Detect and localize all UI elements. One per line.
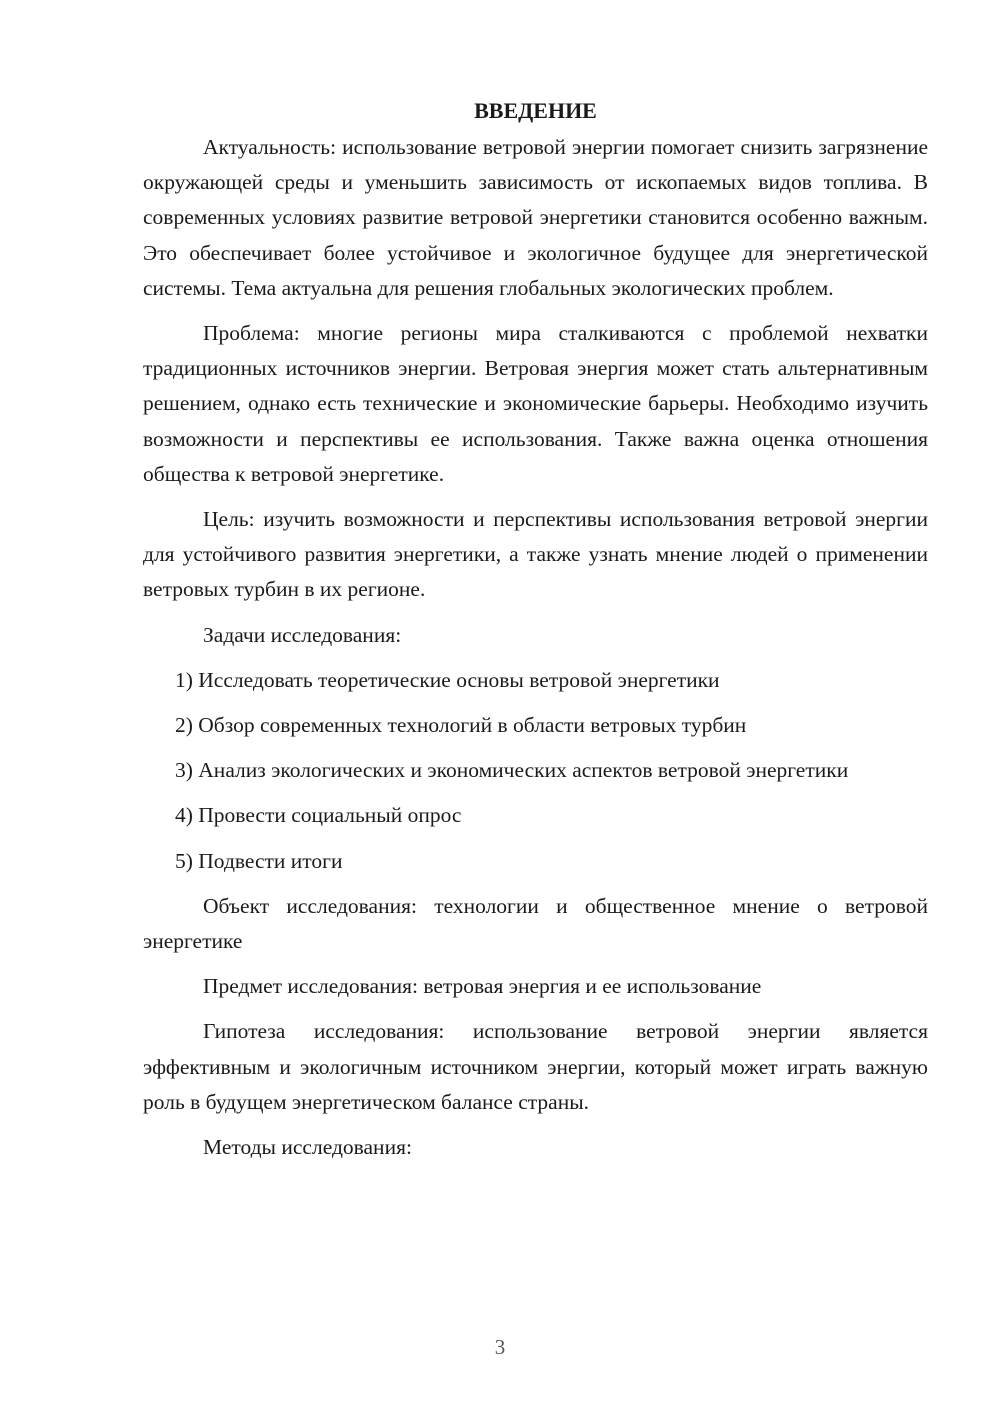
section-title: ВВЕДЕНИЕ: [474, 98, 597, 123]
subject-paragraph: Предмет исследования: ветровая энергия и ее использование: [203, 974, 762, 999]
task-item: 5) Подвести итоги: [175, 848, 343, 873]
hypothesis-paragraph: Гипотеза исследования: использование ветровой энергии является эффективным и экологичным источником энергии, который может играть важную роль в будущем энергетическом балансе страны.: [143, 1019, 928, 1114]
task-item: 2) Обзор современных технологий в области ветровых турбин: [175, 713, 747, 738]
relevance-paragraph: Актуальность: использование ветровой энергии помогает снизить загрязнение окружающей среды и уменьшить зависимость от ископаемых видов топлива. В современных условиях развитие ветровой энергетики становится особенно важным. Это обеспечивает более устойчивое и экологичное будущее для энергетической системы. Тема актуальна для решения глобальных экологических проблем.: [143, 135, 928, 300]
methods-paragraph: Методы исследования:: [203, 1135, 412, 1160]
object-paragraph: Объект исследования: технологии и общественное мнение о ветровой энергетике: [143, 893, 928, 954]
document-page: [143, 96, 928, 1175]
task-item: 3) Анализ экологических и экономических аспектов ветровой энергетики: [175, 758, 849, 783]
task-item: 4) Провести социальный опрос: [175, 803, 462, 828]
goal-paragraph: Цель: изучить возможности и перспективы использования ветровой энергии для устойчивого развития энергетики, а также узнать мнение людей о применении ветровых турбин в их регионе.: [143, 507, 928, 602]
task-item: 1) Исследовать теоретические основы ветровой энергетики: [175, 667, 720, 692]
tasks-heading: Задачи исследования:: [203, 622, 402, 647]
problem-paragraph: Проблема: многие регионы мира сталкиваются с проблемой нехватки традиционных источников энергии. Ветровая энергия может стать альтернативным решением, однако есть технические и экономические барьеры. Необходимо изучить возможности и перспективы ее использования. Также важна оценка отношения общества к ветровой энергетике.: [143, 321, 928, 486]
page-number: 3: [494, 1335, 506, 1359]
